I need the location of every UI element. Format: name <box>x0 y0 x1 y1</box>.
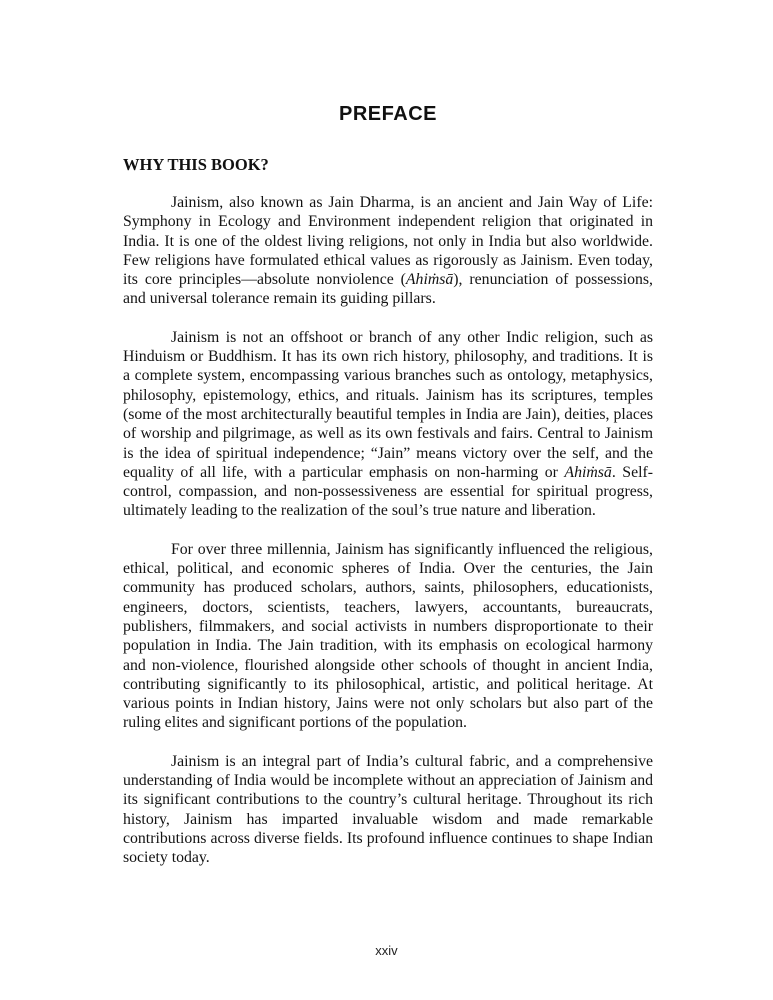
page-title: PREFACE <box>339 103 437 125</box>
body-text <box>123 193 653 868</box>
section-heading: WHY THIS BOOK? <box>123 155 269 174</box>
body-paragraph: Jainism is an integral part of India’s cultural fabric, and a comprehensive understanding of India would be incomplete without an appreciation of Jainism and its significant contributions to the country’s cultural heritage. Throughout its rich history, Jainism has imparted invaluable wisdom and made remarkable contributions across diverse fields. Its profound influence continues to shape Indian society today. <box>123 752 653 867</box>
body-paragraph: Jainism, also known as Jain Dharma, is an ancient and Jain Way of Life: Symphony in Ecology and Environment independent religion that originated in India. It is one of the oldest living religions, not only in India but also worldwide. Few religions have formulated ethical values as rigorously as Jainism. Even today, its core principles—absolute nonviolence (Ahiṁsā), renunciation of possessions, and universal tolerance remain its guiding pillars. <box>123 194 653 308</box>
page-number: xxiv <box>375 943 398 958</box>
body-paragraph: Jainism is not an offshoot or branch of any other Indic religion, such as Hinduism or Buddhism. It has its own rich history, philosophy, and traditions. It is a complete system, encompassing various branches such as ontology, metaphysics, philosophy, epistemology, ethics, and rituals. Jainism has its scriptures, temples (some of the most architecturally beautiful temples in India are Jain), deities, places of worship and pilgrimage, as well as its own festivals and fairs. Central to Jainism is the idea of spiritual independence; “Jain” means victory over the self, and the equality of all life, with a particular emphasis on non-harming or Ahiṁsā. Self-control, compassion, and non-possessiveness are essential for spiritual progress, ultimately leading to the realization of the soul’s true nature and liberation. <box>123 328 653 520</box>
body-paragraph: For over three millennia, Jainism has significantly influenced the religious, ethical, political, and economic spheres of India. Over the centuries, the Jain community has produced scholars, authors, saints, philosophers, educationists, engineers, doctors, scientists, teachers, lawyers, accountants, bureaucrats, publishers, filmmakers, and social activists in numbers disproportionate to their population in India. The Jain tradition, with its emphasis on ecological harmony and non-violence, flourished alongside other schools of thought in ancient India, contributing significantly to its philosophical, artistic, and political heritage. At various points in Indian history, Jains were not only scholars but also part of the ruling elites and significant portions of the population. <box>123 540 653 732</box>
